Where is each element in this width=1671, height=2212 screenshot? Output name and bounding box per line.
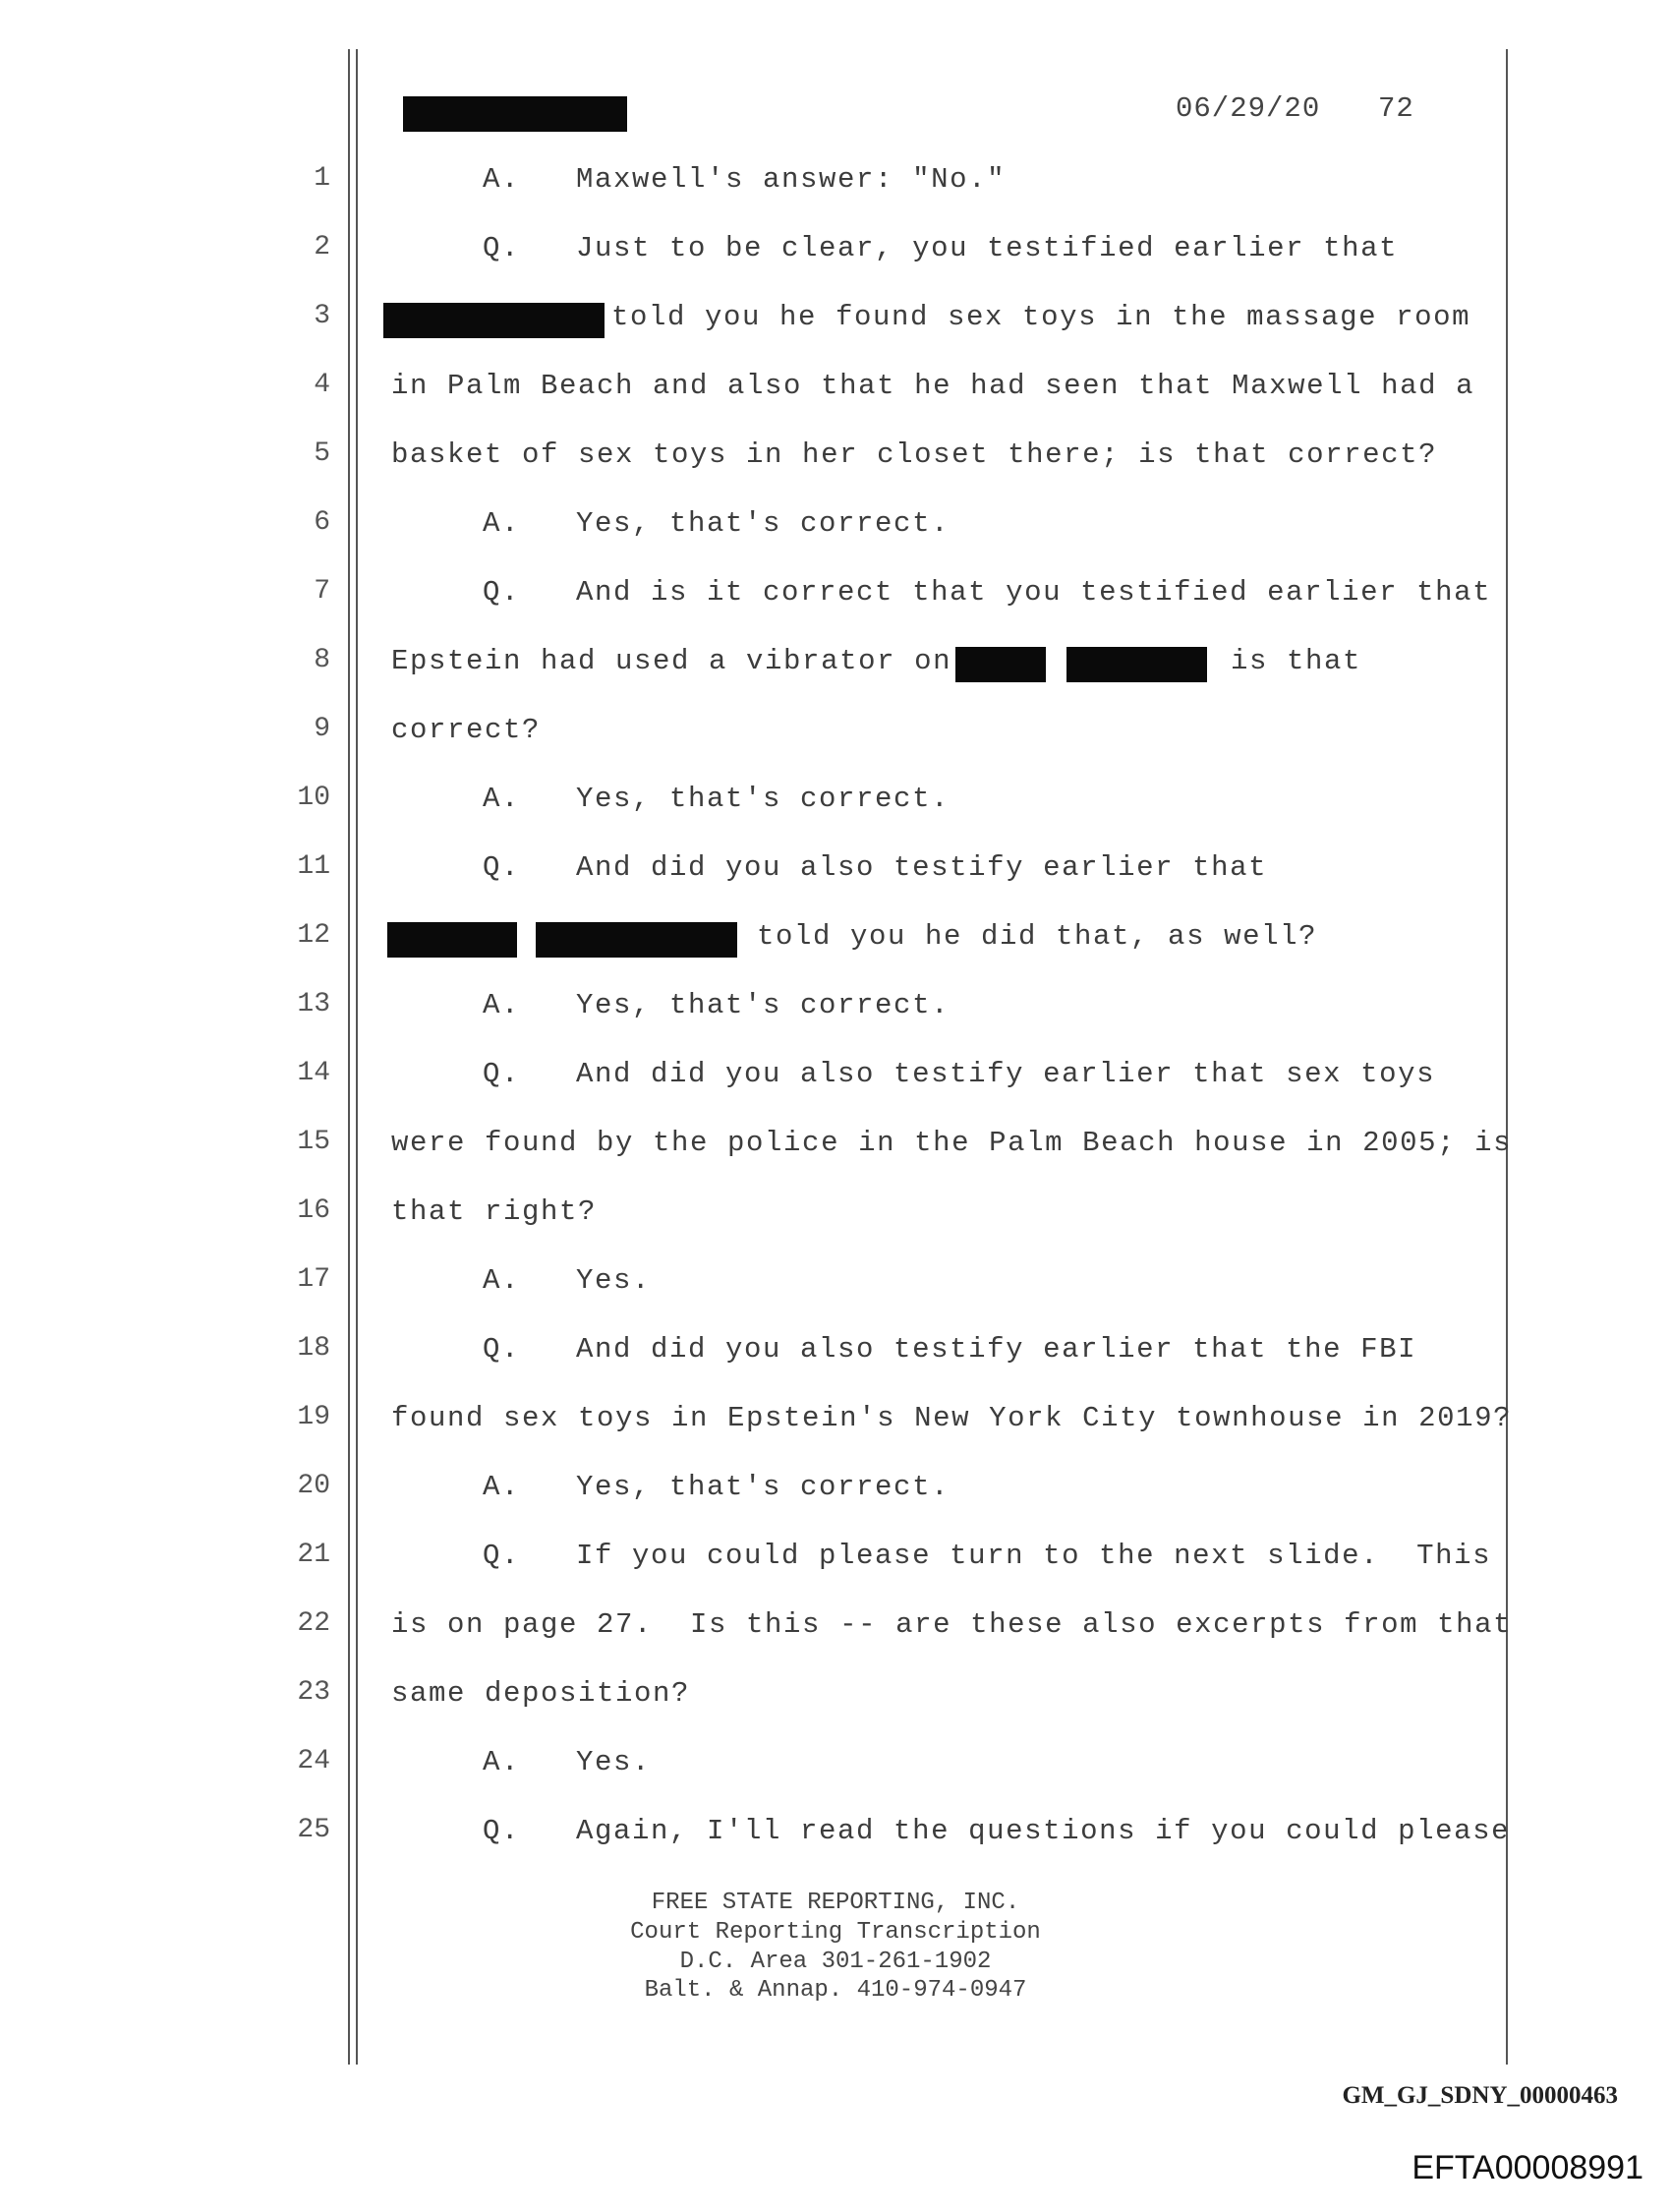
transcript-line-18 — [0, 1333, 1671, 1402]
line-number: 11 — [297, 851, 330, 882]
line-text: told you he found sex toys in the massage room — [611, 301, 1471, 333]
header-redaction — [403, 96, 627, 132]
transcript-line-23 — [0, 1677, 1671, 1746]
line-text: same deposition? — [391, 1677, 691, 1710]
name-redaction — [383, 303, 605, 338]
line-text: A. Maxwell's answer: "No." — [483, 163, 1007, 196]
line-number: 24 — [297, 1746, 330, 1776]
line-text: found sex toys in Epstein's New York City townhouse in 2019? — [391, 1402, 1513, 1434]
line-text: A. Yes, that's correct. — [483, 1471, 951, 1503]
line-text: in Palm Beach and also that he had seen that Maxwell had a — [391, 370, 1475, 402]
line-text: basket of sex toys in her closet there; is that correct? — [391, 438, 1438, 471]
line-number: 22 — [297, 1608, 330, 1639]
transcript-line-20 — [0, 1471, 1671, 1540]
line-text: Q. Again, I'll read the questions if you could please — [483, 1815, 1511, 1847]
line-text: A. Yes. — [483, 1264, 652, 1297]
line-number: 12 — [297, 920, 330, 951]
line-number: 13 — [297, 989, 330, 1019]
line-number: 3 — [314, 301, 330, 331]
transcript-line-16 — [0, 1195, 1671, 1264]
transcript-line-5 — [0, 438, 1671, 507]
transcript-line-14 — [0, 1058, 1671, 1127]
reporter-footer-line-1: FREE STATE REPORTING, INC. — [651, 1890, 1020, 1916]
transcript-line-12 — [0, 920, 1671, 989]
line-number: 15 — [297, 1127, 330, 1157]
line-number: 16 — [297, 1195, 330, 1226]
line-text: Q. And did you also testify earlier that the FBI — [483, 1333, 1417, 1366]
transcript-line-2 — [0, 232, 1671, 301]
line-text: Q. And is it correct that you testified earlier that — [483, 576, 1492, 609]
transcript-line-6 — [0, 507, 1671, 576]
line-number: 18 — [297, 1333, 330, 1364]
bates-number-efta: EFTA00008991 — [1412, 2149, 1643, 2186]
line-text-continued: is that — [1231, 645, 1362, 677]
transcript-line-3 — [0, 301, 1671, 370]
line-number: 2 — [314, 232, 330, 262]
transcript-line-8 — [0, 645, 1671, 714]
line-number: 8 — [314, 645, 330, 675]
transcript-line-21 — [0, 1540, 1671, 1608]
transcript-line-11 — [0, 851, 1671, 920]
line-text: were found by the police in the Palm Beach house in 2005; is — [391, 1127, 1513, 1159]
line-text: correct? — [391, 714, 542, 746]
transcript-line-9 — [0, 714, 1671, 783]
line-number: 19 — [297, 1402, 330, 1432]
line-number: 23 — [297, 1677, 330, 1708]
transcript-line-15 — [0, 1127, 1671, 1195]
reporter-footer-line-3: D.C. Area 301-261-1902 — [679, 1949, 992, 1975]
name-redaction — [1066, 647, 1207, 682]
line-text: Q. And did you also testify earlier that — [483, 851, 1268, 884]
line-text: A. Yes, that's correct. — [483, 989, 951, 1021]
line-number: 4 — [314, 370, 330, 400]
transcript-line-19 — [0, 1402, 1671, 1471]
transcript-line-1 — [0, 163, 1671, 232]
line-text: A. Yes, that's correct. — [483, 783, 951, 815]
line-text: that right? — [391, 1195, 598, 1228]
name-redaction — [387, 922, 517, 958]
transcript-line-10 — [0, 783, 1671, 851]
transcript-line-22 — [0, 1608, 1671, 1677]
name-redaction — [536, 922, 737, 958]
line-text: Q. Just to be clear, you testified earlier that — [483, 232, 1399, 264]
reporter-footer-line-2: Court Reporting Transcription — [630, 1919, 1041, 1946]
line-number: 10 — [297, 783, 330, 813]
header-page-number: 72 — [1378, 92, 1414, 125]
line-text: A. Yes, that's correct. — [483, 507, 951, 540]
line-number: 21 — [297, 1540, 330, 1570]
line-number: 25 — [297, 1815, 330, 1845]
header-date: 06/29/20 — [1176, 92, 1321, 125]
transcript-line-25 — [0, 1815, 1671, 1884]
line-number: 5 — [314, 438, 330, 469]
line-number: 17 — [297, 1264, 330, 1295]
transcript-line-24 — [0, 1746, 1671, 1815]
bates-number-gm: GM_GJ_SDNY_00000463 — [1342, 2082, 1618, 2109]
line-text: A. Yes. — [483, 1746, 652, 1778]
transcript-line-7 — [0, 576, 1671, 645]
transcript-line-13 — [0, 989, 1671, 1058]
name-redaction — [955, 647, 1046, 682]
line-number: 14 — [297, 1058, 330, 1088]
line-number: 7 — [314, 576, 330, 607]
line-text: Q. And did you also testify earlier that sex toys — [483, 1058, 1436, 1090]
transcript-line-17 — [0, 1264, 1671, 1333]
line-number: 1 — [314, 163, 330, 194]
line-text: told you he did that, as well? — [757, 920, 1318, 953]
reporter-footer-line-4: Balt. & Annap. 410-974-0947 — [644, 1977, 1027, 2004]
line-number: 6 — [314, 507, 330, 538]
line-number: 9 — [314, 714, 330, 744]
line-text: Q. If you could please turn to the next slide. This — [483, 1540, 1492, 1572]
line-text: is on page 27. Is this -- are these also excerpts from that — [391, 1608, 1513, 1641]
line-number: 20 — [297, 1471, 330, 1501]
line-text: Epstein had used a vibrator on — [391, 645, 952, 677]
transcript-line-4 — [0, 370, 1671, 438]
